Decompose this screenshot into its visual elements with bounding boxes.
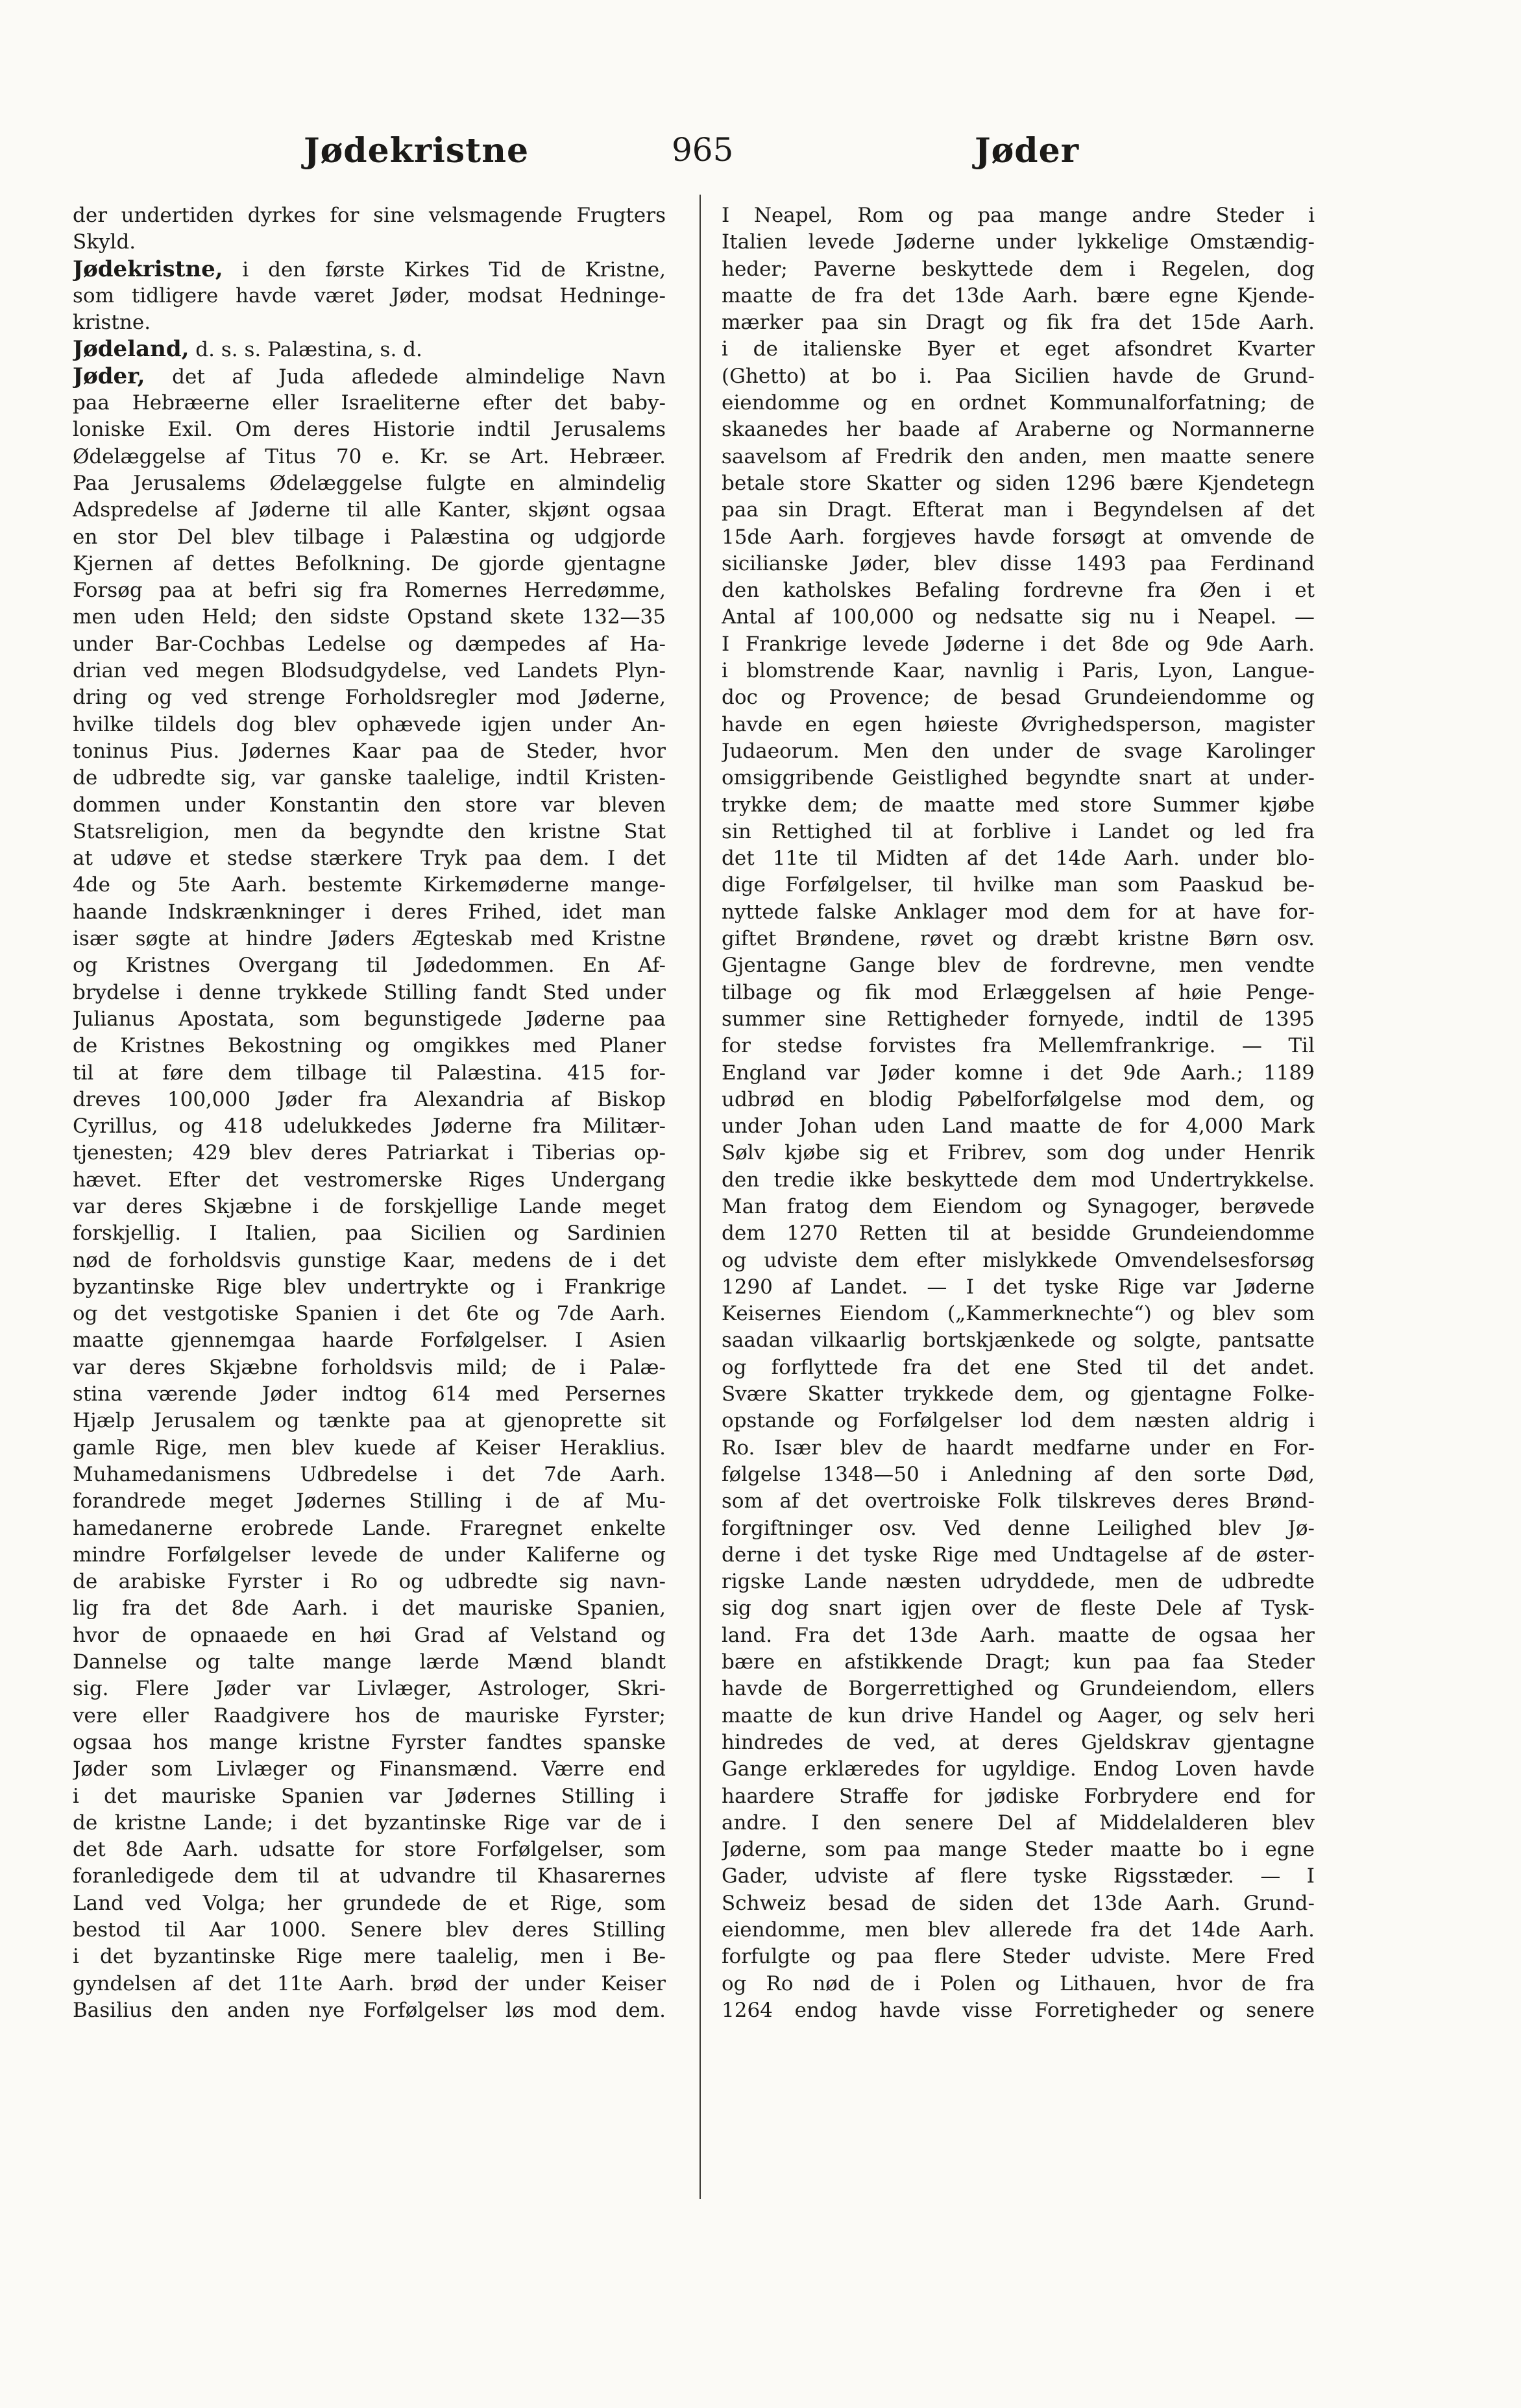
text-line: Keisernes Eiendom („Kammerknechte“) og blev som (722, 1302, 1315, 1326)
text-line: især søgte at hindre Jøders Ægteskab med Kristne (73, 927, 666, 951)
text-line: Jøderne, som paa mange Steder maatte bo i egne (722, 1838, 1315, 1862)
text-line: sicilianske Jøder, blev disse 1493 paa Ferdinand (722, 551, 1315, 575)
text-line: og det vestgotiske Spanien i det 6te og 7de Aarh. (73, 1302, 666, 1326)
text-line: hvilke tildels dog blev ophævede igjen under An- (73, 712, 666, 736)
text-line: at udøve et stedse stærkere Tryk paa dem. I det (73, 847, 666, 871)
text-line: og Ro nød de i Polen og Lithauen, hvor de fra (722, 1971, 1315, 1995)
entry-headword: Jøder, (73, 363, 145, 389)
text-line: dreves 100,000 Jøder fra Alexandria af Biskop (73, 1087, 666, 1111)
entry-headword: Jødeland, (73, 336, 189, 363)
text-line: saadan vilkaarlig bortskjænkede og solgte, pantsatte (722, 1329, 1315, 1353)
text-line: skaanedes her baade af Araberne og Normannerne (722, 418, 1315, 442)
text-line: omsiggribende Geistlighed begyndte snart at under- (722, 766, 1315, 790)
text-line: Statsreligion, men da begyndte den kristne Stat (73, 819, 666, 843)
text-line: gamle Rige, men blev kuede af Keiser Heraklius. (73, 1436, 666, 1460)
text-line: Jødekristne, i den første Kirkes Tid de Kristne, (73, 256, 666, 282)
text-line: Antal af 100,000 og nedsatte sig nu i Neapel. — (722, 605, 1315, 629)
text-line: udbrød en blodig Pøbelforfølgelse mod dem, og (722, 1087, 1315, 1111)
text-line: loniske Exil. Om deres Historie indtil Jerusalems (73, 418, 666, 442)
text-line: heder; Paverne beskyttede dem i Regelen, dog (722, 257, 1315, 281)
text-line: den tredie ikke beskyttede dem mod Undertrykkelse. (722, 1168, 1315, 1192)
text-line: bære en afstikkende Dragt; kun paa faa Steder (722, 1650, 1315, 1674)
text-line: England var Jøder komne i det 9de Aarh.; 1189 (722, 1061, 1315, 1085)
column-divider (700, 195, 701, 2199)
text-line: Ødelæggelse af Titus 70 e. Kr. se Art. Hebræer. (73, 444, 666, 468)
text-line: 4de og 5te Aarh. bestemte Kirkemøderne mange- (73, 873, 666, 897)
text-line: ogsaa hos mange kristne Fyrster fandtes spanske (73, 1730, 666, 1754)
running-header (97, 123, 1343, 182)
text-line: sig dog snart igjen over de fleste Dele af Tysk- (722, 1596, 1315, 1620)
text-line: trykke dem; de maatte med store Summer kjøbe (722, 793, 1315, 817)
text-line: Ro. Især blev de haardt medfarne under en For- (722, 1436, 1315, 1460)
text-line: land. Fra det 13de Aarh. maatte de ogsaa her (722, 1623, 1315, 1647)
text-line: sin Rettighed til at forblive i Landet og led fra (722, 819, 1315, 843)
text-line: en stor Del blev tilbage i Palæstina og udgjorde (73, 525, 666, 549)
text-line: til at føre dem tilbage til Palæstina. 415 for- (73, 1061, 666, 1085)
text-line: og forflyttede fra det ene Sted til det andet. (722, 1355, 1315, 1379)
text-line: i det mauriske Spanien var Jødernes Stilling i (73, 1784, 666, 1808)
text-line: Svære Skatter trykkede dem, og gjentagne Folke- (722, 1382, 1315, 1406)
text-line: de Kristnes Bekostning og omgikkes med Planer (73, 1034, 666, 1058)
text-line: (Ghetto) at bo i. Paa Sicilien havde de Grund- (722, 364, 1315, 388)
text-line: Jøder, det af Juda afledede almindelige Navn (73, 363, 666, 389)
text-line: hindredes de ved, at deres Gjeldskrav gjentagne (722, 1730, 1315, 1754)
text-line: dring og ved strenge Forholdsregler mod Jøderne, (73, 686, 666, 710)
text-line: og Kristnes Overgang til Jødedommen. En Af- (73, 954, 666, 978)
text-line: mærker paa sin Dragt og fik fra det 15de Aarh. (722, 311, 1315, 335)
page-number: 965 (672, 131, 734, 169)
text-line: Forsøg paa at befri sig fra Romernes Herredømme, (73, 579, 666, 603)
text-line: eiendomme, men blev allerede fra det 14de Aarh. (722, 1918, 1315, 1942)
text-line: Jøder som Livlæger og Finansmænd. Værre end (73, 1757, 666, 1781)
text-line: som af det overtroiske Folk tilskreves deres Brønd- (722, 1489, 1315, 1513)
text-line: dommen under Konstantin den store var bleven (73, 793, 666, 817)
text-line: i blomstrende Kaar, navnlig i Paris, Lyon, Langue- (722, 659, 1315, 683)
text-line: det 11te til Midten af det 14de Aarh. under blo- (722, 847, 1315, 871)
text-line: i de italienske Byer et eget afsondret Kvarter (722, 337, 1315, 361)
text-line: 1290 af Landet. — I det tyske Rige var Jøderne (722, 1275, 1315, 1299)
text-line: derne i det tyske Rige med Undtagelse af de øster- (722, 1543, 1315, 1567)
text-line: men uden Held; den sidste Opstand skete 132—35 (73, 605, 666, 629)
text-line: I Neapel, Rom og paa mange andre Steder i (722, 204, 1315, 227)
text-line: Paa Jerusalems Ødelæggelse fulgte en almindelig (73, 471, 666, 495)
text-line: som tidligere havde været Jøder, modsat Hedninge- (73, 283, 666, 307)
text-line: tilbage og fik mod Erlæggelsen af høie Penge- (722, 980, 1315, 1004)
text-line: Adspredelse af Jøderne til alle Kanter, skjønt ogsaa (73, 498, 666, 522)
text-line: det 8de Aarh. udsatte for store Forfølgelser, som (73, 1838, 666, 1862)
text-line: Schweiz besad de siden det 13de Aarh. Grund- (722, 1891, 1315, 1915)
text-line: maatte gjennemgaa haarde Forfølgelser. I Asien (73, 1329, 666, 1353)
text-line: nød de forholdsvis gunstige Kaar, medens de i det (73, 1248, 666, 1272)
text-line: Italien levede Jøderne under lykkelige Omstændig- (722, 230, 1315, 254)
text-line: giftet Brøndene, røvet og dræbt kristne Børn osv. (722, 927, 1315, 951)
text-line: de arabiske Fyrster i Ro og udbredte sig navn- (73, 1570, 666, 1594)
text-line: rigske Lande næsten udryddede, men de udbredte (722, 1570, 1315, 1594)
text-line: den katholskes Befaling fordrevne fra Øen i et (722, 579, 1315, 603)
text-line: dige Forfølgelser, til hvilke man som Paaskud be- (722, 873, 1315, 897)
text-line: nyttede falske Anklager mod dem for at have for- (722, 900, 1315, 924)
right-text-column (722, 202, 1315, 2213)
text-line: forandrede meget Jødernes Stilling i de af Mu- (73, 1489, 666, 1513)
text-line: i det byzantinske Rige mere taalelig, men i Be- (73, 1945, 666, 1969)
text-line: Skyld. (73, 230, 136, 254)
text-line: maatte de fra det 13de Aarh. bære egne Kjende- (722, 283, 1315, 307)
text-line: vere eller Raadgivere hos de mauriske Fyrster; (73, 1704, 666, 1728)
text-line: de kristne Lande; i det byzantinske Rige var de i (73, 1811, 666, 1835)
text-line: havde en egen høieste Øvrighedsperson, magister (722, 712, 1315, 736)
text-line: hvor de opnaaede en høi Grad af Velstand og (73, 1623, 666, 1647)
text-line: dem 1270 Retten til at besidde Grundeiendomme (722, 1222, 1315, 1246)
text-line: sig. Flere Jøder var Livlæger, Astrologer, Skri- (73, 1677, 666, 1701)
text-line: hamedanerne erobrede Lande. Fraregnet enkelte (73, 1516, 666, 1540)
entry-headword: Jødekristne, (73, 256, 223, 282)
text-line: forskjellig. I Italien, paa Sicilien og Sardinien (73, 1222, 666, 1246)
text-line: tjenesten; 429 blev deres Patriarkat i Tiberias op- (73, 1141, 666, 1165)
text-line: betale store Skatter og siden 1296 bære Kjendetegn (722, 471, 1315, 495)
text-line: under Johan uden Land maatte de for 4,000 Mark (722, 1114, 1315, 1138)
text-line: Kjernen af dettes Befolkning. De gjorde gjentagne (73, 551, 666, 575)
text-line: kristne. (73, 311, 151, 335)
text-line: andre. I den senere Del af Middelalderen blev (722, 1811, 1315, 1835)
text-line: Dannelse og talte mange lærde Mænd blandt (73, 1650, 666, 1674)
text-line: var deres Skjæbne forholdsvis mild; de i Palæ- (73, 1355, 666, 1379)
text-line: lig fra det 8de Aarh. i det mauriske Spanien, (73, 1596, 666, 1620)
text-line: var deres Skjæbne i de forskjellige Lande meget (73, 1194, 666, 1218)
text-line: hævet. Efter det vestromerske Riges Undergang (73, 1168, 666, 1192)
text-line: Gader, udviste af flere tyske Rigsstæder. — I (722, 1864, 1315, 1888)
text-line: paa Hebræerne eller Israeliterne efter det baby- (73, 391, 666, 415)
text-line: havde de Borgerrettighed og Grundeiendom, ellers (722, 1677, 1315, 1701)
text-line: Land ved Volga; her grundede de et Rige, som (73, 1891, 666, 1915)
text-line: bestod til Aar 1000. Senere blev deres Stilling (73, 1918, 666, 1942)
text-line: brydelse i denne trykkede Stilling fandt Sted under (73, 980, 666, 1004)
text-line: Muhamedanismens Udbredelse i det 7de Aarh. (73, 1462, 666, 1486)
text-line: der undertiden dyrkes for sine velsmagende Frugters (73, 204, 666, 227)
text-line: for stedse forvistes fra Mellemfrankrige. — Til (722, 1034, 1315, 1058)
left-text-column (73, 202, 666, 2213)
header-right-catchword: Jøder (975, 131, 1080, 171)
text-line: haande Indskrænkninger i deres Frihed, idet man (73, 900, 666, 924)
text-line: I Frankrige levede Jøderne i det 8de og 9de Aarh. (722, 632, 1315, 656)
text-line: Basilius den anden nye Forfølgelser løs mod dem. (73, 1998, 666, 2022)
text-line: stina værende Jøder indtog 614 med Persernes (73, 1382, 666, 1406)
text-line: Gjentagne Gange blev de fordrevne, men vendte (722, 954, 1315, 978)
text-line: Jødeland, d. s. s. Palæstina, s. d. (73, 336, 422, 363)
text-line: 15de Aarh. forgjeves havde forsøgt at omvende de (722, 525, 1315, 549)
text-line: Man fratog dem Eiendom og Synagoger, berøvede (722, 1194, 1315, 1218)
text-line: de udbredte sig, var ganske taalelige, indtil Kristen- (73, 766, 666, 790)
text-line: byzantinske Rige blev undertrykte og i Frankrige (73, 1275, 666, 1299)
text-line: haardere Straffe for jødiske Forbrydere end for (722, 1784, 1315, 1808)
text-line: eiendomme og en ordnet Kommunalforfatning; de (722, 391, 1315, 415)
text-line: forfulgte og paa flere Steder udviste. Mere Fred (722, 1945, 1315, 1969)
text-line: følgelse 1348—50 i Anledning af den sorte Død, (722, 1462, 1315, 1486)
text-line: Cyrillus, og 418 udelukkedes Jøderne fra Militær- (73, 1114, 666, 1138)
text-line: Sølv kjøbe sig et Fribrev, som dog under Henrik (722, 1141, 1315, 1165)
header-left-catchword: Jødekristne (304, 131, 529, 171)
text-line: saavelsom af Fredrik den anden, men maatte senere (722, 444, 1315, 468)
text-line: gyndelsen af det 11te Aarh. brød der under Keiser (73, 1971, 666, 1995)
text-line: foranledigede dem til at udvandre til Khasarernes (73, 1864, 666, 1888)
text-line: 1264 endog havde visse Forretigheder og senere (722, 1998, 1315, 2022)
text-line: mindre Forfølgelser levede de under Kaliferne og (73, 1543, 666, 1567)
text-line: under Bar-Cochbas Ledelse og dæmpedes af Ha- (73, 632, 666, 656)
text-line: forgiftninger osv. Ved denne Leilighed blev Jø- (722, 1516, 1315, 1540)
text-line: Hjælp Jerusalem og tænkte paa at gjenoprette sit (73, 1409, 666, 1433)
text-line: maatte de kun drive Handel og Aager, og selv heri (722, 1704, 1315, 1728)
text-line: opstande og Forfølgelser lod dem næsten aldrig i (722, 1409, 1315, 1433)
text-line: summer sine Rettigheder fornyede, indtil de 1395 (722, 1007, 1315, 1031)
text-line: Gange erklæredes for ugyldige. Endog Loven havde (722, 1757, 1315, 1781)
text-line: toninus Pius. Jødernes Kaar paa de Steder, hvor (73, 739, 666, 763)
text-line: paa sin Dragt. Efterat man i Begyndelsen af det (722, 498, 1315, 522)
text-line: Judaeorum. Men den under de svage Karolinger (722, 739, 1315, 763)
text-line: doc og Provence; de besad Grundeiendomme og (722, 686, 1315, 710)
text-line: drian ved megen Blodsudgydelse, ved Landets Plyn- (73, 659, 666, 683)
text-line: Julianus Apostata, som begunstigede Jøderne paa (73, 1007, 666, 1031)
text-line: og udviste dem efter mislykkede Omvendelsesforsøg (722, 1248, 1315, 1272)
